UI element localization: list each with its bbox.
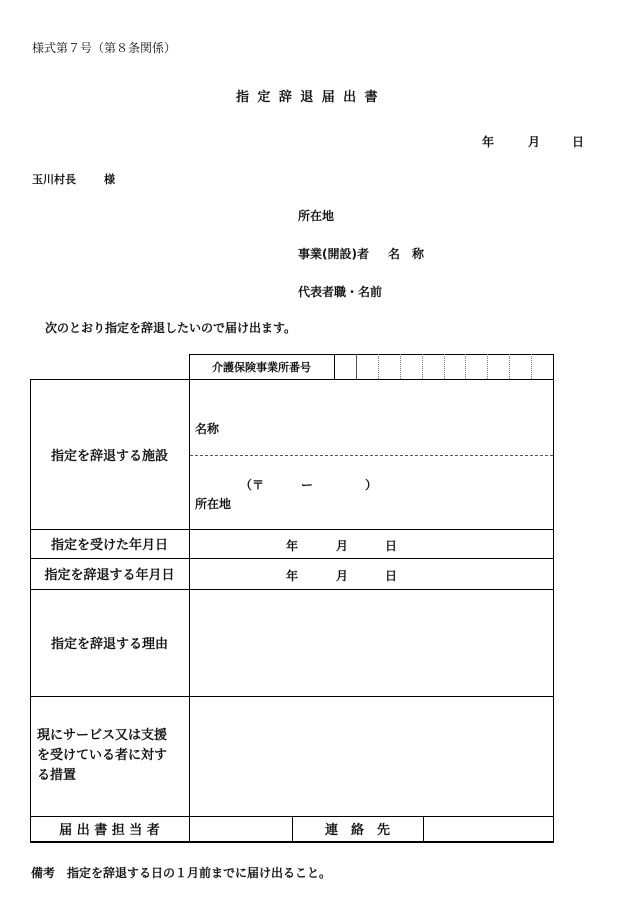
- measures-label-line-3: る措置: [37, 768, 77, 783]
- postal-dash: ー: [301, 478, 314, 492]
- applicant-name-label-prefix: 事業(開設)者: [298, 247, 369, 261]
- insurance-number-digit-cell[interactable]: [334, 354, 356, 379]
- postal-open: （〒: [240, 478, 265, 492]
- insurance-number-digit-row: [334, 354, 553, 379]
- reason-label: 指定を辞退する理由: [50, 637, 168, 652]
- insurance-number-digit-cell[interactable]: [356, 354, 378, 379]
- addressee-honorific: 様: [104, 173, 115, 186]
- measures-label-line-2: を受けている者に対す: [37, 748, 168, 763]
- insurance-number-digit-cell[interactable]: [444, 354, 466, 379]
- form-number: 様式第７号（第８条関係）: [32, 41, 177, 55]
- insurance-number-digit-cell[interactable]: [465, 354, 487, 379]
- date-month-label: 月: [528, 135, 541, 149]
- addressee-name: 玉川村長: [32, 173, 76, 186]
- insurance-number-digit-cell[interactable]: [378, 354, 400, 379]
- applicant-location-label: 所在地: [298, 209, 335, 223]
- insurance-number-digit-cell[interactable]: [487, 354, 509, 379]
- insurance-number-digit-cell[interactable]: [422, 354, 444, 379]
- applicant-representative-label: 代表者職・名前: [298, 285, 383, 299]
- intro-text: 次のとおり指定を辞退したいので届け出ます。: [45, 321, 297, 335]
- date-year-label: 年: [482, 135, 495, 149]
- postal-close: ）: [365, 478, 378, 492]
- contact-label: 連 絡 先: [324, 823, 390, 838]
- remarks-text: 備考 指定を辞退する日の１月前までに届け出ること。: [31, 866, 332, 880]
- insurance-number-digit-cell[interactable]: [509, 354, 531, 379]
- designated-date-day: 日: [385, 539, 398, 553]
- measures-label: [37, 726, 167, 786]
- withdraw-date-month: 月: [336, 569, 349, 583]
- insurance-number-digit-cell[interactable]: [531, 354, 553, 379]
- facility-location-label: 所在地: [195, 497, 232, 511]
- facility-name-label: 名称: [195, 422, 220, 436]
- date-day-label: 日: [572, 135, 585, 149]
- designated-date-month: 月: [336, 539, 349, 553]
- facility-label: 指定を辞退する施設: [50, 448, 168, 464]
- withdraw-date-label: 指定を辞退する年月日: [44, 568, 175, 583]
- applicant-name-label: 名 称: [388, 247, 425, 261]
- designated-date-label: 指定を受けた年月日: [50, 538, 168, 553]
- designated-date-year: 年: [286, 539, 299, 553]
- withdraw-date-day: 日: [385, 569, 398, 583]
- insurance-number-label: 介護保険事業所番号: [212, 360, 311, 374]
- insurance-number-digit-cell[interactable]: [400, 354, 422, 379]
- page-title: 指 定 辞 退 届 出 書: [236, 90, 380, 105]
- withdraw-date-year: 年: [286, 569, 299, 583]
- measures-label-line-1: 現にサービス又は支援: [37, 728, 168, 743]
- person-in-charge-label: 届 出 書 担 当 者: [59, 823, 160, 838]
